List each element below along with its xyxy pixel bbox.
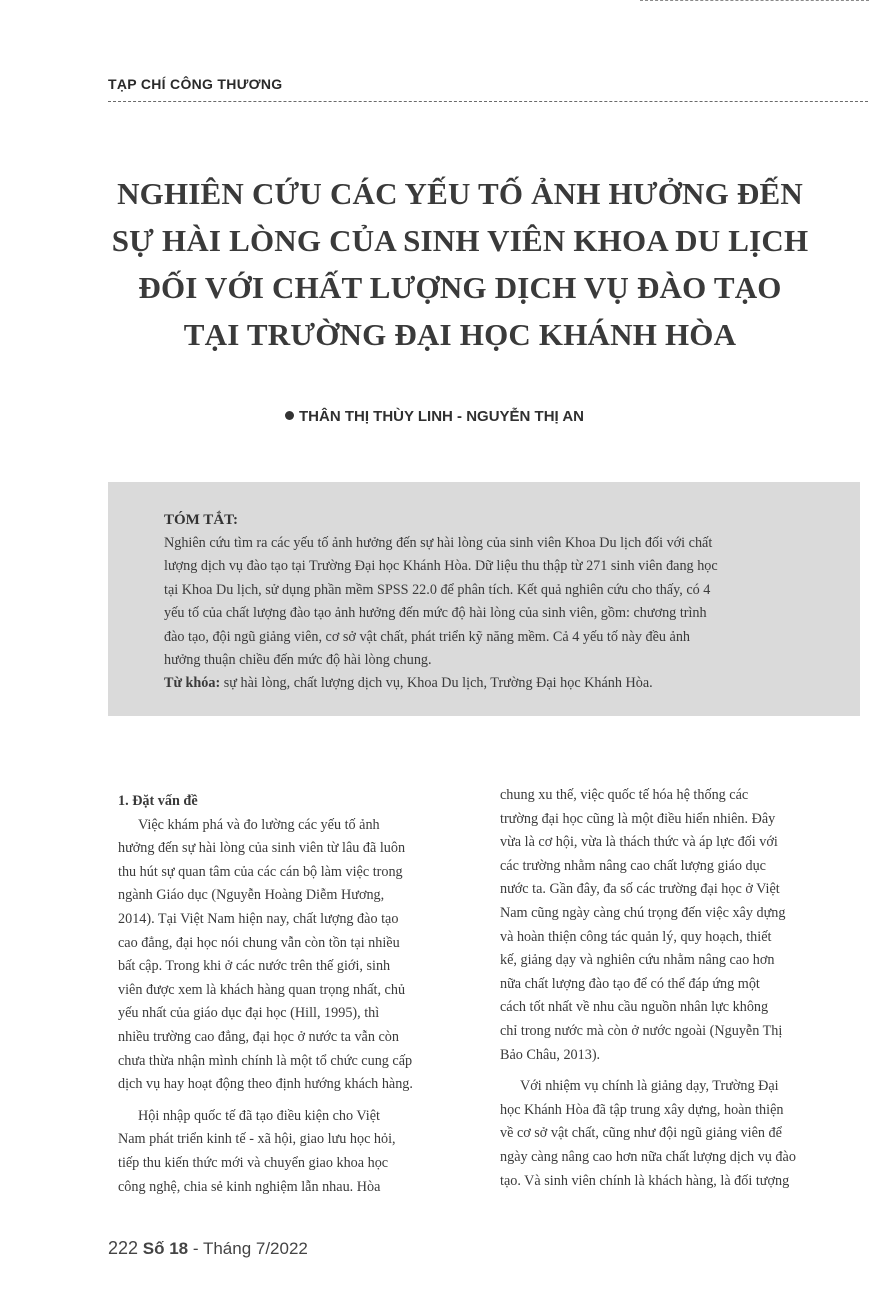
body-line: cách tốt nhất về nhu cầu nguồn nhân lực không [500, 999, 769, 1016]
abstract-line: Nghiên cứu tìm ra các yếu tố ảnh hưởng đến sự hài lòng của sinh viên Khoa Du lịch đối với chất [164, 535, 713, 551]
body-line: các trường nhằm nâng cao chất lượng giáo dục [500, 857, 766, 874]
body-line: chưa thừa nhận mình chính là một tổ chức cung cấp [118, 1052, 413, 1069]
issue-number: Số 18 [142, 1239, 189, 1258]
body-line: nữa chất lượng đào tạo để có thể đáp ứng một [500, 975, 760, 992]
section-title: 1. Đặt vấn đề [118, 793, 198, 809]
body-line: về cơ sở vật chất, cũng như đội ngũ giảng viên để [500, 1125, 782, 1142]
body-line: vừa là cơ hội, vừa là thách thức và áp lực đối với [500, 834, 778, 851]
article-title [60, 170, 860, 358]
authors: THÂN THỊ THÙY LINH - NGUYỄN THỊ AN [299, 408, 584, 425]
abstract-text [164, 532, 828, 696]
body-column-left [118, 790, 468, 1199]
abstract-line: đào tạo, đội ngũ giảng viên, cơ sở vật chất, phát triển kỹ năng mềm. Cả 4 yếu tố này đều ảnh [164, 628, 691, 645]
body-line: viên được xem là khách hàng quan trọng nhất, chủ [118, 981, 406, 998]
abstract-line: tại Khoa Du lịch, sử dụng phần mềm SPSS 22.0 để phân tích. Kết quả nghiên cứu cho thấy, có 4 [164, 581, 711, 598]
body-line: Bảo Châu, 2013). [500, 1046, 601, 1063]
paragraph-gap [118, 1097, 468, 1105]
body-line: kế, giảng dạy và nghiên cứu nhằm nâng cao hơn [500, 952, 775, 969]
body-line: cao đẳng, đại học nói chung vẫn còn tồn tại nhiều [118, 934, 400, 951]
body-line: học Khánh Hòa đã tập trung xây dựng, hoàn thiện [500, 1101, 784, 1118]
body-line: Với nhiệm vụ chính là giảng dạy, Trường Đại [520, 1078, 779, 1095]
body-line: và hoàn thiện công tác quản lý, quy hoạch, thiết [500, 928, 772, 945]
paragraph-gap [500, 1067, 862, 1075]
keywords-line [164, 672, 828, 695]
abstract-line: lượng dịch vụ đào tạo tại Trường Đại học Khánh Hòa. Dữ liệu thu thập từ 271 sinh viên đang học [164, 558, 718, 575]
header-rule [108, 101, 868, 102]
body-line: ngành Giáo dục (Nguyễn Hoàng Diễm Hương, [118, 887, 385, 904]
body-line: chung xu thế, việc quốc tế hóa hệ thống các [500, 787, 749, 803]
body-column-right [500, 784, 862, 1193]
abstract-line: hưởng thuận chiều đến mức độ hài lòng chung. [164, 652, 432, 669]
body-line: trường đại học cũng là một điều hiển nhiên. Đây [500, 810, 776, 827]
journal-name: TẠP CHÍ CÔNG THƯƠNG [108, 76, 283, 92]
abstract-heading: TÓM TẮT: [164, 512, 239, 528]
body-line: thu hút sự quan tâm của các cán bộ làm việc trong [118, 863, 403, 880]
title-line: NGHIÊN CỨU CÁC YẾU TỐ ẢNH HƯỞNG ĐẾN [117, 176, 803, 211]
title-line: ĐỐI VỚI CHẤT LƯỢNG DỊCH VỤ ĐÀO TẠO [138, 270, 782, 305]
title-line: TẠI TRƯỜNG ĐẠI HỌC KHÁNH HÒA [183, 317, 737, 352]
body-line: nhiều trường cao đẳng, đại học ở nước ta vẫn còn [118, 1028, 399, 1045]
body-line: chỉ trong nước mà còn ở nước ngoài (Nguyễn Thị [500, 1022, 783, 1039]
body-line: dịch vụ hay hoạt động theo định hướng khách hàng. [118, 1076, 413, 1093]
keywords: sự hài lòng, chất lượng dịch vụ, Khoa Du lịch, Trường Đại học Khánh Hòa. [220, 675, 653, 692]
title-line: SỰ HÀI LÒNG CỦA SINH VIÊN KHOA DU LỊCH [111, 223, 809, 258]
bullet-icon [285, 411, 294, 420]
body-line: Hội nhập quốc tế đã tạo điều kiện cho Việt [138, 1107, 380, 1124]
body-line: 2014). Tại Việt Nam hiện nay, chất lượng đào tạo [118, 910, 399, 927]
keywords-label: Từ khóa: [164, 675, 221, 692]
body-line: yếu nhất của giáo dục đại học (Hill, 1995), thì [118, 1005, 380, 1022]
body-line: Nam cũng ngày càng chú trọng đến việc xây dựng [500, 904, 786, 921]
body-line: Việc khám phá và đo lường các yếu tố ảnh [138, 816, 380, 833]
top-edge-rule [640, 0, 869, 1]
issue-date: - Tháng 7/2022 [188, 1239, 308, 1258]
body-line: bất cập. Trong khi ở các nước trên thế giới, sinh [118, 958, 391, 975]
page-footer [108, 1238, 308, 1259]
page-number: 222 [108, 1238, 139, 1258]
body-line: tạo. Và sinh viên chính là khách hàng, là đối tượng [500, 1172, 790, 1189]
body-line: hưởng đến sự hài lòng của sinh viên từ lâu đã luôn [118, 840, 406, 857]
body-line: nước ta. Gần đây, đa số các trường đại học ở Việt [500, 881, 780, 898]
authors-line [0, 408, 869, 425]
body-line: ngày càng nâng cao hơn nữa chất lượng dịch vụ đào [500, 1148, 796, 1165]
abstract-line: yếu tố của chất lượng đào tạo ảnh hưởng đến mức độ hài lòng của sinh viên, gồm: chương trình [164, 605, 707, 622]
body-line: tiếp thu kiến thức mới và chuyển giao khoa học [118, 1154, 389, 1171]
body-line: công nghệ, chia sẻ kinh nghiệm lẫn nhau. Hòa [118, 1178, 381, 1195]
body-line: Nam phát triển kinh tế - xã hội, giao lưu học hỏi, [118, 1131, 396, 1148]
